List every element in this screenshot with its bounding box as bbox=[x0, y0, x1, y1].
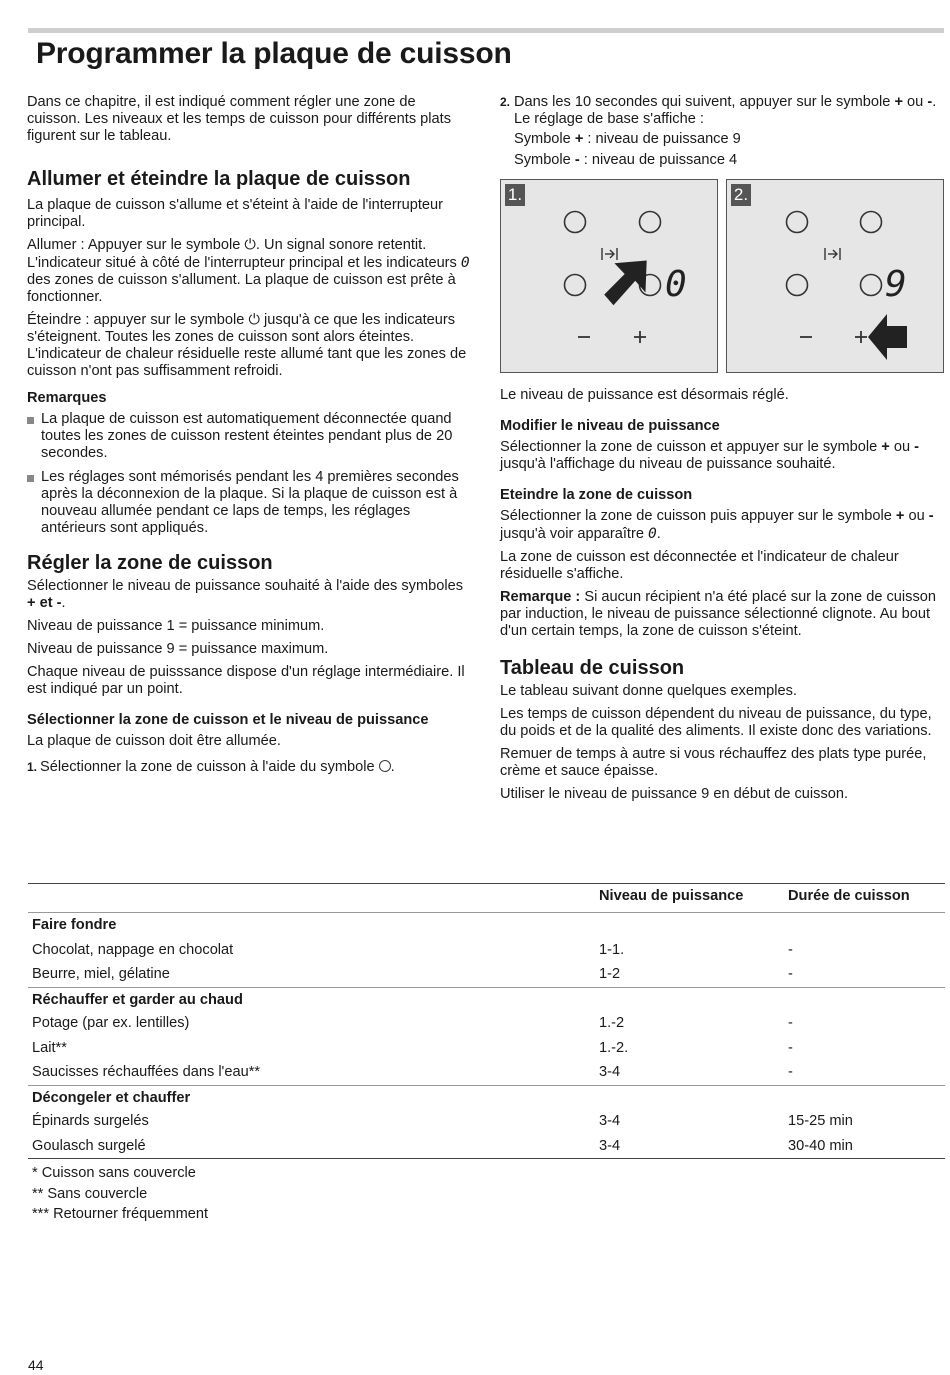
zero-indicator: 0 bbox=[460, 254, 470, 271]
footnote: ** Sans couvercle bbox=[32, 1185, 148, 1202]
paragraph: Niveau de puissance 1 = puissance minimum. bbox=[27, 618, 325, 634]
heading-remarques: Remarques bbox=[27, 390, 107, 406]
page-title: Programmer la plaque de cuisson bbox=[36, 37, 512, 70]
table-row: Potage (par ex. lentilles) 1.-2 - bbox=[32, 1015, 793, 1031]
paragraph: Sélectionner le niveau de puissance souhaité à l'aide des symboles + et -. bbox=[27, 578, 464, 611]
table-row: Chocolat, nappage en chocolat 1-1. - bbox=[32, 941, 793, 958]
footnote: * Cuisson sans couvercle bbox=[32, 1165, 196, 1181]
paragraph: La zone de cuisson est déconnectée et l'indicateur de chaleur résiduelle s'affiche. bbox=[500, 549, 899, 582]
panel-label: 1. bbox=[505, 184, 525, 206]
remarque-paragraph: Remarque : Si aucun récipient n'a été placé sur la zone de cuisson par induction, le niveau de puissance sélectionné clignote. Au bout d'un certain temps, la zone de cuisson s'éteint. bbox=[500, 589, 936, 639]
right-column bbox=[500, 94, 945, 809]
hob-illustrations bbox=[500, 179, 945, 373]
group-row: Réchauffer et garder au chaud bbox=[28, 987, 945, 1012]
paragraph: Niveau de puissance 9 = puissance maximum. bbox=[27, 641, 329, 657]
hob-diagram-2 bbox=[727, 180, 945, 374]
table-row: Goulasch surgelé 3-4 30-40 min bbox=[32, 1137, 853, 1154]
step-1: 1. Sélectionner la zone de cuisson à l'aide du symbole . bbox=[27, 759, 395, 775]
header-cell: Niveau de puissance bbox=[599, 888, 744, 904]
digit-display: 0 bbox=[665, 264, 687, 305]
panel-label: 2. bbox=[731, 184, 751, 206]
header-cell: Durée de cuisson bbox=[788, 888, 910, 904]
circle-icon bbox=[379, 760, 391, 772]
paragraph: Chaque niveau de puisssance dispose d'un réglage intermédiaire. Il est indiqué par un point. bbox=[27, 664, 465, 697]
list-item: Les réglages sont mémorisés pendant les 4 premières secondes après la déconnexion de la plaque. Si la plaque de cuisson est à nouveau allumée pendant ce laps de temps, les réglages antérieurs sont appliqués. bbox=[27, 469, 472, 537]
footnote: *** Retourner fréquemment bbox=[32, 1206, 209, 1222]
heading-select: Sélectionner la zone de cuisson et le niveau de puissance bbox=[27, 712, 429, 728]
cooking-table bbox=[28, 883, 945, 1159]
symbol-plus-line: Symbole + : niveau de puissance 9 bbox=[514, 131, 741, 147]
table-row: Lait** 1.-2. - bbox=[32, 1039, 793, 1056]
digit-display: 9 bbox=[885, 264, 907, 305]
group-row: Décongeler et chauffer bbox=[28, 1085, 945, 1110]
hob-panel-2 bbox=[726, 179, 944, 373]
paragraph: Le niveau de puissance est désormais réglé. bbox=[500, 387, 789, 403]
footnotes bbox=[32, 1163, 208, 1225]
left-column bbox=[27, 94, 472, 782]
heading-tableau: Tableau de cuisson bbox=[500, 657, 685, 679]
symbol-minus-line: Symbole - : niveau de puissance 4 bbox=[514, 152, 738, 168]
heading-regler: Régler la zone de cuisson bbox=[27, 552, 273, 574]
table-header bbox=[28, 883, 945, 913]
heading-modifier: Modifier le niveau de puissance bbox=[500, 418, 720, 434]
top-rule bbox=[28, 28, 944, 33]
list-item: La plaque de cuisson est automatiquement déconnectée quand toutes les zones de cuisson restent éteintes pendant plus de 20 secondes. bbox=[27, 411, 472, 462]
remarks-list bbox=[27, 411, 472, 537]
paragraph-eteindre: Éteindre : appuyer sur le symbole ⏻ jusqu'à ce que les indicateurs s'éteignent. Toutes les zones de cuisson sont alors éteintes. L'indicateur de chaleur résiduelle reste allumé tant que les zones de cuisson n'ont pas suffisamment refroidi. bbox=[27, 312, 467, 379]
paragraph: La plaque de cuisson s'allume et s'éteint à l'aide de l'interrupteur principal. bbox=[27, 197, 443, 230]
heading-allumer: Allumer et éteindre la plaque de cuisson bbox=[27, 168, 411, 190]
paragraph-allumer: Allumer : Appuyer sur le symbole ⏻. Un signal sonore retentit. L'indicateur situé à côté de l'interrupteur principal et les indicateurs 0 des zones de cuisson s'allument. La plaque de cuisson est prête à fonctionner. bbox=[27, 237, 470, 305]
table-row: Beurre, miel, gélatine 1-2 - bbox=[32, 966, 793, 982]
paragraph: La plaque de cuisson doit être allumée. bbox=[27, 733, 281, 749]
page-number: 44 bbox=[28, 1357, 44, 1373]
paragraph: Remuer de temps à autre si vous réchauffez des plats type purée, crème et sauce épaisse. bbox=[500, 746, 927, 779]
paragraph: Les temps de cuisson dépendent du niveau de puissance, du type, du poids et de la qualité des aliments. Il existe donc des variations. bbox=[500, 706, 932, 739]
paragraph: Sélectionner la zone de cuisson puis appuyer sur le symbole + ou - jusqu'à voir apparaître 0. bbox=[500, 508, 934, 542]
paragraph: Sélectionner la zone de cuisson et appuyer sur le symbole + ou - jusqu'à l'affichage du niveau de puissance souhaité. bbox=[500, 439, 920, 472]
hob-panel-1 bbox=[500, 179, 718, 373]
table-bottom-rule bbox=[28, 1158, 945, 1159]
hob-diagram-1 bbox=[501, 180, 719, 374]
heading-eteindre: Eteindre la zone de cuisson bbox=[500, 487, 693, 503]
intro-paragraph: Dans ce chapitre, il est indiqué comment régler une zone de cuisson. Les niveaux et les temps de cuisson pour différents plats figurent sur le tableau. bbox=[27, 94, 451, 144]
paragraph: Le tableau suivant donne quelques exemples. bbox=[500, 683, 797, 699]
group-row: Faire fondre bbox=[32, 917, 117, 933]
paragraph: Utiliser le niveau de puissance 9 en début de cuisson. bbox=[500, 786, 849, 802]
zero-indicator: 0 bbox=[648, 525, 657, 542]
step-2: 2. Dans les 10 secondes qui suivent, appuyer sur le symbole + ou -. Le réglage de base s'affiche : bbox=[500, 94, 937, 127]
table-row: Saucisses réchauffées dans l'eau** 3-4 - bbox=[32, 1064, 793, 1080]
table-row: Épinards surgelés 3-4 15-25 min bbox=[32, 1113, 853, 1129]
